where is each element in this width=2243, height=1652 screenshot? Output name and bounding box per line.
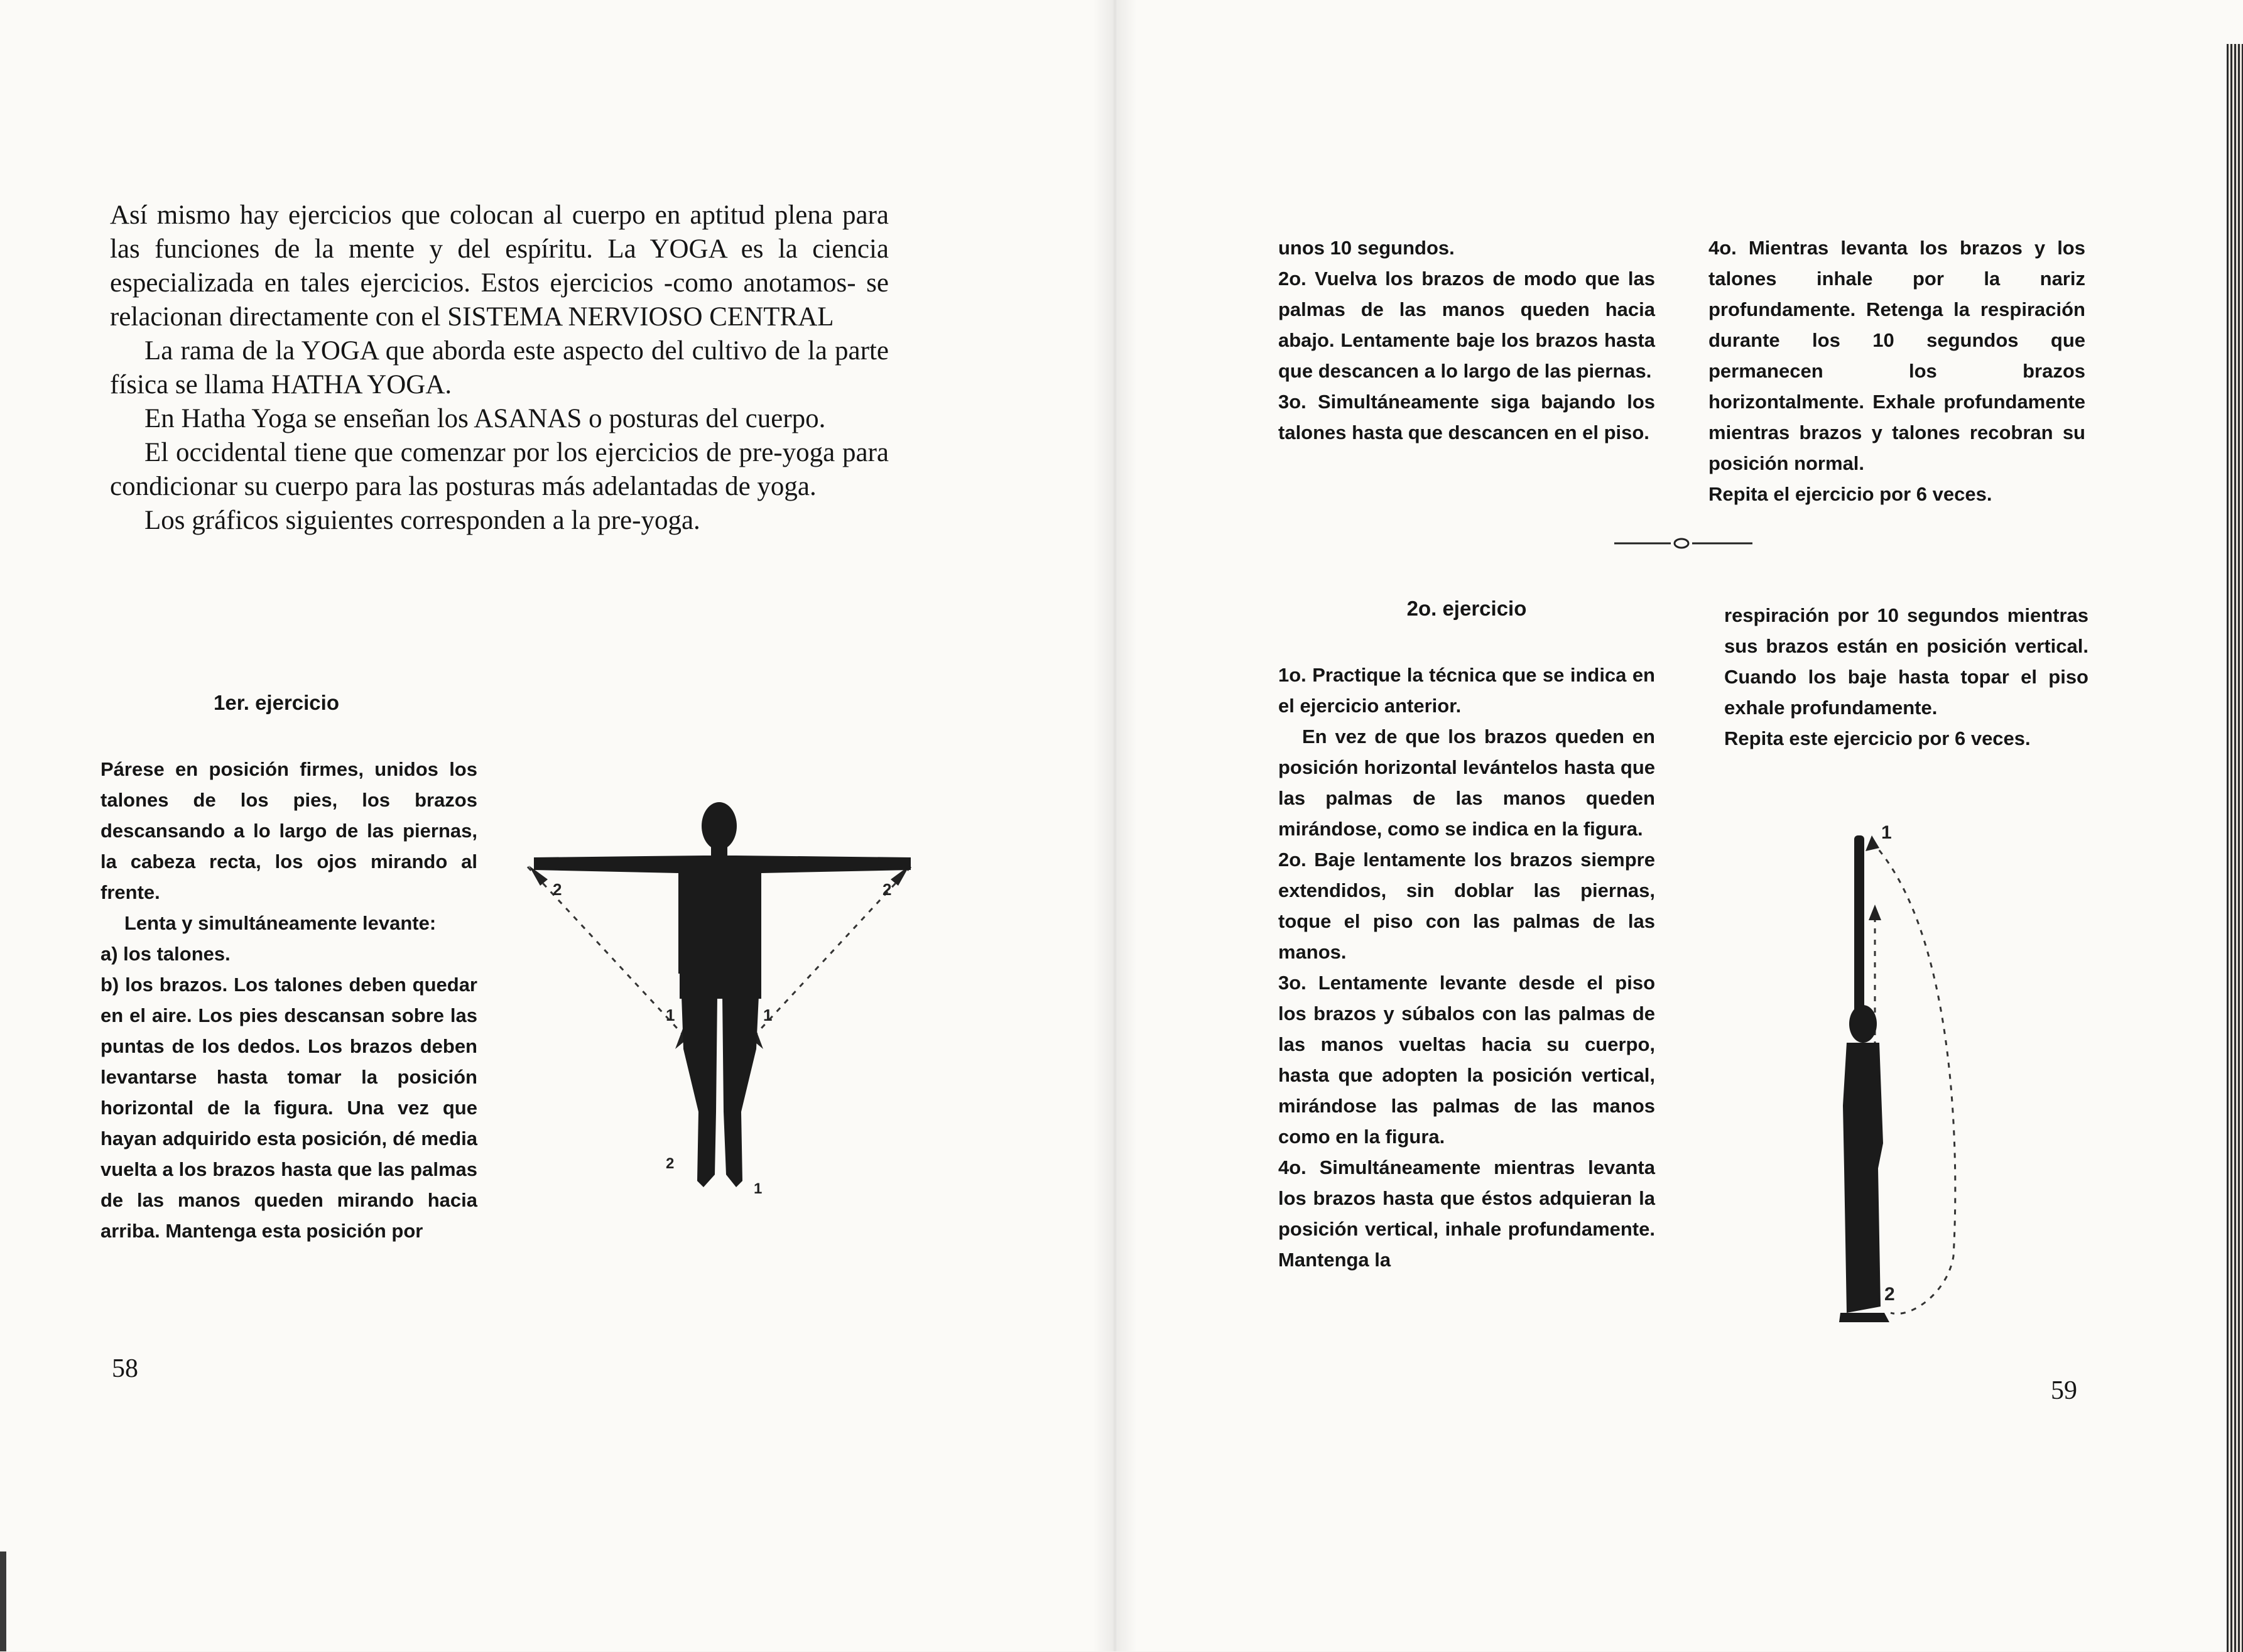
left-page: [0, 0, 1112, 1651]
exercise-paragraph: Párese en posición firmes, unidos los talones de los pies, los brazos descansando a lo largo de las piernas, la cabeza recta, los ojos mirando al frente.: [100, 758, 477, 903]
section-divider: [1608, 534, 1759, 553]
exercise-1-column: [100, 754, 477, 1246]
top-column-2: [1708, 232, 2085, 509]
exercise-paragraph: respiración por 10 segundos mientras sus brazos están en posición vertical. Cuando los baje hasta topar el piso exhale profundamente.: [1724, 604, 2088, 719]
exercise-paragraph: 2o. Vuelva los brazos de modo que las palmas de las manos queden hacia abajo. Lentamente baje los brazos hasta que descancen a lo largo de las piernas.: [1278, 268, 1655, 382]
figure-label: 2: [666, 1155, 675, 1172]
figure-label: 1: [666, 1006, 675, 1024]
figure-arms-horizontal: [515, 785, 930, 1237]
figure-label: 2: [553, 880, 562, 899]
exercise-paragraph: Repita el ejercicio por 6 veces.: [1708, 483, 1992, 505]
page-edges: [2227, 44, 2243, 1652]
figure-label: 1: [763, 1006, 773, 1024]
intro-paragraph: Así mismo hay ejercicios que colocan al cuerpo en aptitud plena para las funciones de la mente y del espíritu. La YOGA es la ciencia especializada en tales ejercicios. Estos ejercicios -como anotamos- se relacionan directamente con el SISTEMA NERVIOSO CENTRAL: [110, 200, 889, 332]
figure-label: 1: [754, 1180, 763, 1197]
exercise-paragraph: 4o. Simultáneamente mientras levanta los brazos hasta que éstos adquieran la posición vertical, inhale profundamente. Mantenga la: [1278, 1156, 1655, 1271]
figure-arms-vertical: [1828, 817, 1991, 1338]
figure-label: 1: [1881, 822, 1892, 843]
book-gutter: [1093, 0, 1137, 1651]
exercise-paragraph: unos 10 segundos.: [1278, 237, 1455, 259]
figure-label: 2: [1884, 1284, 1895, 1305]
intro-text: [110, 198, 889, 538]
exercise-paragraph: 4o. Mientras levanta los brazos y los talones inhale por la nariz profundamente. Retenga la respiración durante los 10 segundos que permanecen los brazos horizontalmente. Exhale profundamente mientras brazos y talones recobran su posición normal.: [1708, 237, 2085, 474]
exercise-paragraph: Lenta y simultáneamente levante:: [124, 912, 437, 934]
exercise-paragraph: 3o. Simultáneamente siga bajando los talones hasta que descancen en el piso.: [1278, 391, 1655, 443]
cover-edge: [0, 1551, 6, 1651]
intro-paragraph: En Hatha Yoga se enseñan los ASANAS o posturas del cuerpo.: [144, 404, 826, 433]
page-number: 59: [2051, 1376, 2077, 1405]
intro-paragraph: El occidental tiene que comenzar por los ejercicios de pre-yoga para condicionar su cuerpo para las posturas más adelantadas de yoga.: [110, 438, 889, 501]
bottom-column-1: [1278, 660, 1655, 1275]
exercise-paragraph: En vez de que los brazos queden en posición horizontal levántelos hasta que las palmas de las manos queden mirándose, como se indica en la figura.: [1278, 725, 1655, 840]
exercise-paragraph: Repita este ejercicio por 6 veces.: [1724, 727, 2031, 749]
exercise-paragraph: 2o. Baje lentamente los brazos siempre extendidos, sin doblar las piernas, toque el piso con las palmas de las manos.: [1278, 849, 1655, 963]
exercise-paragraph: 1o. Practique la técnica que se indica en el ejercicio anterior.: [1278, 664, 1655, 717]
exercise-paragraph: 3o. Lentamente levante desde el piso los brazos y súbalos con las palmas de las manos vueltas hacia su cuerpo, hasta que adopten la posición vertical, mirándose las palmas de las manos como en la figura.: [1278, 972, 1655, 1148]
right-page: [1112, 0, 2243, 1651]
exercise-paragraph: a) los talones.: [100, 943, 231, 965]
bottom-column-2: [1724, 600, 2088, 754]
exercise-title: 2o. ejercicio: [1406, 597, 1527, 620]
page-number: 58: [112, 1354, 138, 1383]
exercise-title: 1er. ejercicio: [214, 691, 339, 714]
exercise-paragraph: b) los brazos. Los talones deben quedar en el aire. Los pies descansan sobre las puntas de los dedos. Los brazos deben levantarse hasta tomar la posición horizontal de la figura. Una vez que hayan adquirido esta posición, dé media vuelta a los brazos hasta que las palmas de las manos queden mirando hacia arriba. Mantenga esta posición por: [100, 974, 477, 1242]
intro-paragraph: Los gráficos siguientes corresponden a la pre-yoga.: [144, 506, 700, 535]
figure-label: 2: [883, 880, 892, 899]
top-column-1: [1278, 232, 1655, 448]
intro-paragraph: La rama de la YOGA que aborda este aspecto del cultivo de la parte física se llama HATHA YOGA.: [110, 336, 889, 399]
